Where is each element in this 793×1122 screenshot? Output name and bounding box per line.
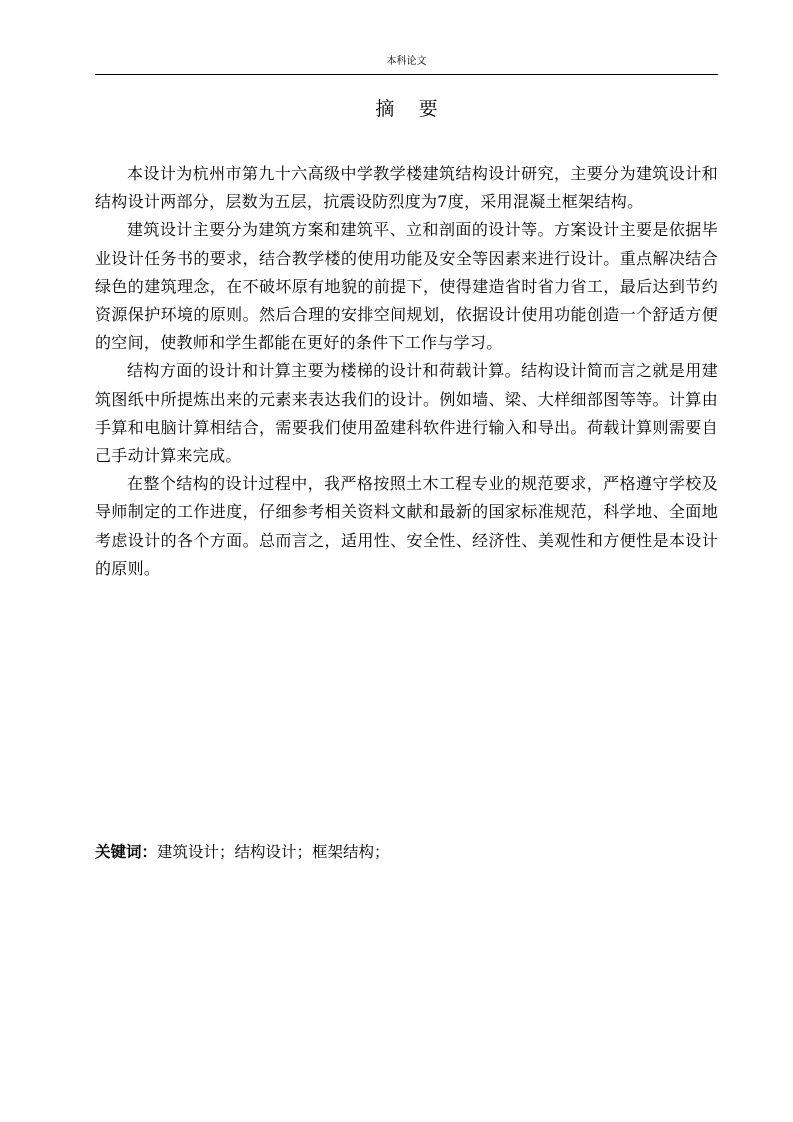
page-header — [95, 56, 718, 75]
keywords-line — [95, 840, 718, 864]
keywords-value: 建筑设计；结构设计；框架结构； — [157, 843, 390, 861]
abstract-paragraph-2: 建筑设计主要分为建筑方案和建筑平、立和剖面的设计等。方案设计主要是依据毕业设计任务书的要求，结合教学楼的使用功能及安全等因素来进行设计。重点解决结合绿色的建筑理念，在不破坏原有地貌的前提下，使得建造省时省力省工，最后达到节约资源保护环境的原则。然后合理的安排空间规划，依据设计使用功能创造一个舒适方便的空间，使教师和学生都能在更好的条件下工作与学习。 — [95, 220, 718, 353]
abstract-paragraph-3: 结构方面的设计和计算主要为楼梯的设计和荷载计算。结构设计简而言之就是用建筑图纸中所提炼出来的元素来表达我们的设计。例如墙、梁、大样细部图等等。计算由手算和电脑计算相结合，需要我们使用盈建科软件进行输入和导出。荷载计算则需要自己手动计算来完成。 — [95, 361, 718, 466]
abstract-title: 摘 要 — [375, 98, 438, 120]
abstract-paragraph-4: 在整个结构的设计过程中，我严格按照土木工程专业的规范要求，严格遵守学校及导师制定的工作进度，仔细参考相关资料文献和最新的国家标准规范，科学地、全面地考虑设计的各个方面。总而言之，适用性、安全性、经济性、美观性和方便性是本设计的原则。 — [95, 474, 718, 578]
keywords-label: 关键词： — [95, 843, 158, 861]
header-text: 本科论文 — [386, 56, 427, 67]
abstract-body — [95, 160, 718, 583]
abstract-paragraph-1: 本设计为杭州市第九十六高级中学教学楼建筑结构设计研究，主要分为建筑设计和结构设计两部分，层数为五层，抗震设防烈度为7度，采用混凝土框架结构。 — [95, 164, 718, 212]
